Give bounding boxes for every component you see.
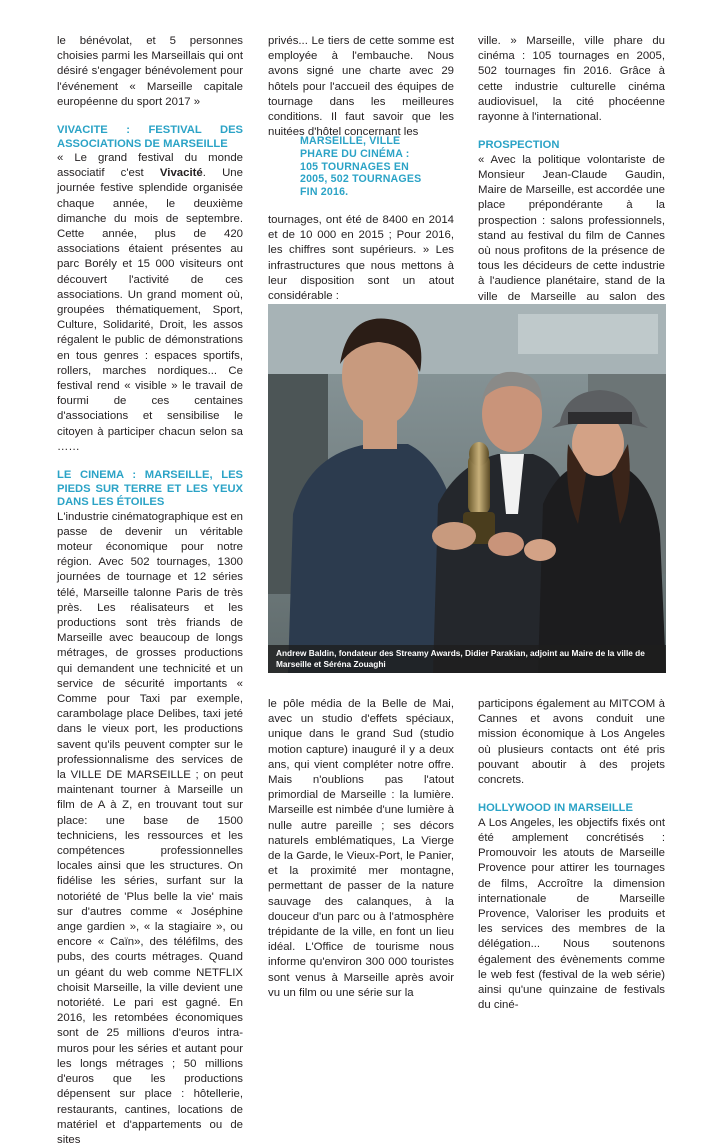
vivacite-body-end: . Une journée festive splendide organisée chaque année, le deuxième dimanche du mois de septembre. Cette année, plus de 420 associations étaient présentes au parc Borély et 15 000 visiteurs ont découvert l'activité de ces associations. Un grand moment où, groupées thématiquement, Sport, Culture, Solidarité, Droit, les assos régalent le public de démonstrations en tous genres : espaces sportifs, rollers, marches nordiques... Ce festival rend « visible » le travail de fourmi de ces centaines d'associations et sensibilise le citoyen à participer chacun selon sa …… [57, 167, 243, 453]
hollywood-body: A Los Angeles, les objectifs fixés ont été amplement concrétisés : Promouvoir les atouts de Marseille Provence pour attirer les tournages de films, Accroître la dimension internationale de Marseille Provence, Valoriser les produits et les services des membres de la délégation... Nous soutenons également des évènements comme le web fest (festival de la web série) ainsi qu'une quinzaine de festivals du ciné- [478, 816, 665, 1012]
col2-mid-text: tournages, ont été de 8400 en 2014 et de 10 000 en 2015 ; Pour 2016, les chiffres sont supérieurs. » Les infrastructures que nous mettons à leur disposition sont un atout considérable : [268, 214, 454, 303]
column-3-top [478, 34, 665, 350]
vivacite-body-start: « Le grand festival du monde associatif c'est [57, 152, 243, 180]
col1-intro: le bénévolat, et 5 personnes choisies parmi les Marseillais qui ont désiré s'engager bénévolement pour l'événement « Marseille capitale européenne du sport 2017 » [57, 35, 243, 108]
col2-top-text: privés... Le tiers de cette somme est employée à l'embauche. Nous avons signé une charte avec 29 hôtels pour l'accueil des équipes de tournage dans les meilleures conditions. Il faut savoir que les nuitées d'hôtel concernant les [268, 35, 454, 139]
photo-caption: Andrew Baldin, fondateur des Streamy Awards, Didier Parakian, adjoint au Maire de la ville de Marseille et Séréna Zouaghi [268, 645, 666, 673]
column-2-top [268, 34, 454, 140]
col3-top-text: ville. » Marseille, ville phare du cinéma : 105 tournages en 2005, 502 tournages fin 2016. Grâce à cette industrie culturelle cinéma audiovisuel, la cité phocéenne rayonne à l'international. [478, 35, 665, 124]
hollywood-heading: HOLLYWOOD IN MARSEILLE [478, 802, 633, 815]
vivacite-heading: VIVACITE : FESTIVAL DES ASSOCIATIONS DE MARSEILLE [57, 124, 243, 150]
vivacite-bold: Vivacité [159, 167, 203, 180]
col2-bottom-text: le pôle média de la Belle de Mai, avec un studio d'effets spéciaux, unique dans le grand Sud (studio motion capture) inauguré il y a deux ans, qui vient compléter notre offre. Mais n'oublions pas l'atout primordial de Marseille : la lumière. Marseille est nimbée d'une lumière à nulle autre pareille ; ses décors naturels emblématiques, La Vierge de la Garde, le Vieux-Port, le Panier, et la proximité mer montagne, permettant de passer de la nature sauvage des calanques, à la douceur d'un parc ou à l'atmosphère trépidante de la ville, en font un lieu idéal. L'Office de tourisme nous informe qu'environ 300 000 touristes sont venus à Marseille après avoir vu un film ou une série sur la [268, 698, 454, 999]
pull-quote: MARSEILLE, VILLE PHARE DU CINÉMA : 105 TOURNAGES EN 2005, 502 TOURNAGES FIN 2016. [300, 135, 422, 199]
photo-illustration [268, 304, 666, 673]
event-photo [268, 304, 666, 673]
column-2-bottom [268, 697, 454, 1001]
column-3-bottom [478, 697, 665, 1013]
cinema-body: L'industrie cinématographique est en passe de devenir un véritable moteur économique pour notre région. Avec 502 tournages, 1300 journées de tournage et 12 séries télé, Marseille talonne Paris de très près. Les réalisateurs et les productions sont très friands de Marseille avec beaucoup de longs métrages, de grosses productions qui demandent une technicité et un service de sécurité importants « Comme pour Taxi par exemple, carambolage place Delibes, taxi jeté dans le vieux port, les productions savent qu'ils peuvent compter sur le professionnalisme des services de la VILLE DE MARSEILLE ; on peut maintenant tourner à Marseille un film de A à Z, en trouvant tout sur place: une base de 1500 techniciens, les ressources et les compétences professionnelles locales ainsi que les structures. On fidélise les séries, surfant sur la notoriété de 'Plus belle la vie' mais sur d'autres comme « Joséphine ange gardien », « la stagiaire », ou encore « Caïn», des téléfilms, des pubs, des courts métrages. Quand un géant du web comme NETFLIX choisit Marseille, la ville devient une notoriété. Le pari est gagné. En 2016, les retombées économiques sont de 25 millions d'euros intra-muros pour les séries et autant pour les longs métrages ; 50 millions d'euros que les productions dépensent sur place : hôtellerie, restaurants, cantines, locations de matériel et d'appartements ou de sites [57, 510, 243, 1146]
cinema-heading: LE CINEMA : MARSEILLE, LES PIEDS SUR TERRE ET LES YEUX DANS LES ÉTOILES [57, 469, 243, 509]
col3-bottom-text: participons également au MITCOM à Cannes et avons conduit une mission économique à Los Angeles où plusieurs contacts ont été pris pouvant aboutir à des projets concrets. [478, 698, 665, 787]
column-2-mid [268, 213, 454, 304]
prospection-heading: PROSPECTION [478, 139, 560, 152]
prospection-body: « Avec la politique volontariste de Monsieur Jean-Claude Gaudin, Maire de Marseille, est accordée une place prépondérante à la prospection : salons professionnels, stand au festival du film de Cannes où nous profitons de la présence de tous les décideurs de cette industrie à l'audience planétaire, stand de la ville de Marseille au salon des [478, 153, 665, 303]
vivacite-body [57, 151, 243, 455]
column-1 [57, 34, 243, 1148]
